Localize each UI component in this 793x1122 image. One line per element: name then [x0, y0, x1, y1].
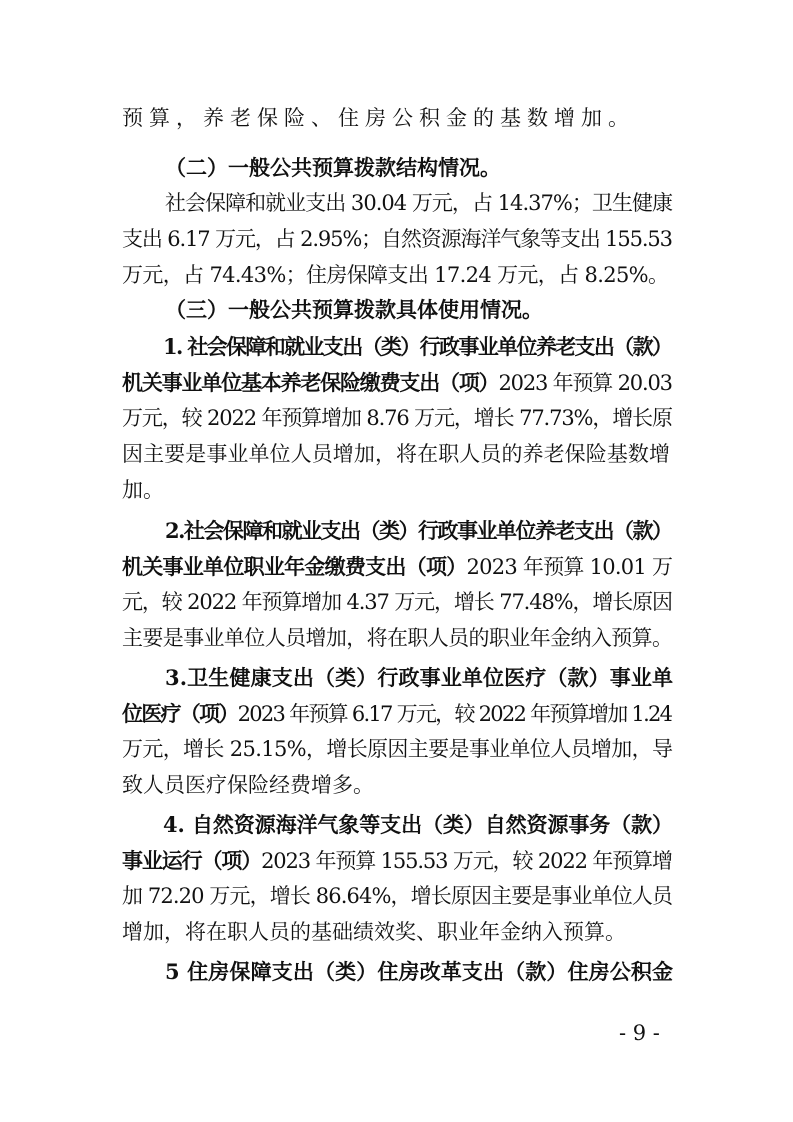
text-span: 2023 年预算 6.17 万元，较 2022 年预算增加 1.24	[237, 702, 672, 726]
bold-text-span: 3.卫生健康支出（类）行政事业单位医疗（款）事业单	[165, 665, 674, 690]
text-span: 2023 年预算 155.53 万元，较 2022 年预算增	[261, 849, 672, 873]
text-line	[122, 372, 672, 394]
text-line: 万元，增长 25.15%，增长原因主要是事业单位人员增加，导	[122, 737, 673, 761]
text-line: 万元，较 2022 年预算增加 8.76 万元，增长 77.73%，增长原	[122, 406, 672, 430]
bold-text-span: 2.社会保障和就业支出（类）行政事业单位养老支出（款）	[165, 518, 672, 543]
text-line: 因主要是事业单位人员增加，将在职人员的养老保险基数增	[122, 442, 671, 466]
text-line	[122, 703, 671, 725]
text-line: 元，较 2022 年预算增加 4.37 万元，增长 77.48%，增长原因	[122, 590, 672, 614]
text-span: 2023 年预算 20.03	[498, 371, 672, 395]
bold-text-span: 机关事业单位职业年金缴费支出（项）	[122, 554, 467, 579]
bold-text-span: 事业运行（项）	[122, 848, 262, 873]
text-line	[165, 961, 673, 983]
bold-text-span: 位医疗（项）	[122, 701, 238, 726]
text-line: 社会保障和就业支出 30.04 万元，占 14.37%；卫生健康	[165, 191, 673, 215]
text-line: （二）一般公共预算拨款结构情况。	[165, 155, 501, 180]
text-line	[163, 814, 673, 836]
text-line: 加 72.20 万元，增长 86.64%，增长原因主要是事业单位人员	[122, 884, 673, 908]
text-line: 增加，将在职人员的基础绩效奖、职业年金纳入预算。	[122, 920, 626, 944]
text-line	[163, 336, 671, 358]
text-span: 2023 年预算 10.01 万	[466, 555, 673, 579]
text-line: 加。	[122, 478, 164, 502]
page-number: - 9 -	[619, 1021, 660, 1045]
bold-text-span: 5 住房保障支出（类）住房改革支出（款）住房公积金	[165, 959, 674, 984]
text-line	[165, 667, 673, 689]
bold-text-span: 1. 社会保障和就业支出（类）行政事业单位养老支出（款）	[163, 334, 672, 359]
text-line	[165, 520, 672, 542]
text-line	[122, 556, 672, 578]
bold-text-span: 机关事业单位基本养老保险缴费支出（项）	[122, 370, 499, 395]
text-line: （三）一般公共预算拨款具体使用情况。	[165, 297, 543, 322]
text-line: 万元，占 74.43%；住房保障支出 17.24 万元，占 8.25%。	[122, 263, 669, 287]
text-line: 致人员医疗保险经费增多。	[122, 773, 374, 797]
bold-text-span: 4. 自然资源海洋气象等支出（类）自然资源事务（款）	[163, 812, 673, 837]
text-line	[122, 850, 672, 872]
text-line: 支出 6.17 万元，占 2.95%；自然资源海洋气象等支出 155.53	[122, 227, 672, 251]
text-line: 主要是事业单位人员增加，将在职人员的职业年金纳入预算。	[122, 626, 673, 650]
text-line: 预算，养老保险、住房公积金的基数增加。	[122, 106, 635, 130]
